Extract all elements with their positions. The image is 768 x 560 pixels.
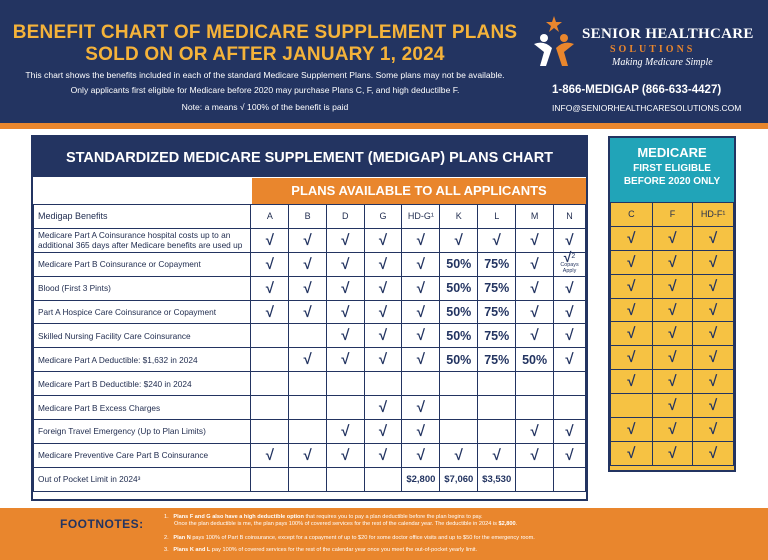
check-mark-icon: √ (326, 252, 364, 276)
check-mark-icon: √ (554, 443, 586, 467)
empty-cell (478, 396, 516, 420)
check-mark-icon: √ (440, 443, 478, 467)
plan-column-header: C (611, 203, 653, 227)
empty-cell (364, 372, 402, 396)
side-row (611, 418, 734, 442)
copay-note-line1: Copays (560, 262, 579, 269)
check-mark-icon: √ (289, 228, 327, 252)
check-mark-icon: √ (251, 252, 289, 276)
side-header-row (611, 203, 734, 227)
check-mark-icon: √ (652, 274, 693, 298)
side-row (611, 346, 734, 370)
percent-value: 50% (440, 324, 478, 348)
check-mark-icon: √ (440, 228, 478, 252)
first-eligible-line1: MEDICARE (637, 145, 707, 160)
footnote-2-bold: Plan N (173, 535, 191, 541)
side-row (611, 226, 734, 250)
chart-title: STANDARDIZED MEDICARE SUPPLEMENT (MEDIGAP) PLANS CHART (33, 137, 586, 177)
plan-column-header: L (478, 205, 516, 229)
check-mark-icon: √ (251, 228, 289, 252)
check-mark-icon: √ (251, 276, 289, 300)
check-mark-icon: √ (554, 324, 586, 348)
page-title-line1: BENEFIT CHART OF MEDICARE SUPPLEMENT PLANS (12, 22, 518, 43)
empty-cell (251, 324, 289, 348)
benefit-label: Medicare Part B Deductible: $240 in 2024 (34, 372, 251, 396)
empty-cell (251, 372, 289, 396)
brand-logo (530, 14, 760, 74)
check-mark-icon: √ (516, 324, 554, 348)
footnote-1-number: 1. (164, 514, 169, 520)
check-mark-icon: √ (402, 443, 440, 467)
check-mark-icon: √ (326, 348, 364, 372)
footnote-1-amount: $2,800 (498, 521, 516, 527)
check-mark-icon: √ (693, 346, 734, 370)
check-mark-icon: √ (554, 348, 586, 372)
check-mark-icon: √ (364, 228, 402, 252)
check-mark-icon: √ (693, 394, 734, 418)
check-mark-icon: √ (326, 420, 364, 444)
check-mark-icon: √ (326, 228, 364, 252)
header-banner (0, 0, 768, 123)
check-mark-icon: √ (364, 443, 402, 467)
footnotes-bar (0, 508, 768, 560)
first-eligible-line2: FIRST ELIGIBLE (633, 163, 711, 174)
side-row (611, 441, 734, 465)
check-mark-icon: √ (693, 418, 734, 442)
plan-column-header: A (251, 205, 289, 229)
check-mark-icon: √ (611, 226, 653, 250)
empty-cell (554, 396, 586, 420)
first-eligible-header (610, 138, 734, 202)
benefit-label: Part A Hospice Care Coinsurance or Copayment (34, 300, 251, 324)
footnote-1-text: that requires you to pay a plan deductible before the plan begins to pay. (303, 514, 483, 520)
check-mark-icon: √ (364, 348, 402, 372)
plan-column-header: M (516, 205, 554, 229)
plans-chart (31, 135, 588, 501)
empty-cell (611, 394, 653, 418)
plan-column-header: G (364, 205, 402, 229)
benefit-row (34, 276, 586, 300)
plan-column-header: F (652, 203, 693, 227)
percent-value: 50% (440, 276, 478, 300)
check-mark-icon: √ (402, 252, 440, 276)
check-mark-icon: √ (478, 228, 516, 252)
empty-cell (289, 372, 327, 396)
check-mark-icon: √ (251, 300, 289, 324)
note-line: Note: a means √ 100% of the benefit is paid (181, 102, 349, 112)
check-mark-icon: √ (402, 348, 440, 372)
empty-cell (478, 372, 516, 396)
empty-cell (516, 372, 554, 396)
benefit-row (34, 324, 586, 348)
check-mark-icon: √ (652, 394, 693, 418)
footnote-2-number: 2. (164, 535, 169, 541)
benefit-label: Skilled Nursing Facility Care Coinsurance (34, 324, 251, 348)
footnote-1-bold: Plans F and G also have a high deductible option (173, 514, 304, 520)
benefit-row (34, 348, 586, 372)
check-mark-icon: √ (289, 300, 327, 324)
check-mark-icon: √ (693, 370, 734, 394)
plans-header-row (34, 205, 586, 229)
plan-column-header: N (554, 205, 586, 229)
check-mark-icon: √ (611, 441, 653, 465)
check-mark-icon: √ (516, 228, 554, 252)
benefit-row (34, 252, 586, 276)
check-mark-icon: √ (289, 443, 327, 467)
description-line2: Only applicants first eligible for Medicare before 2020 may purchase Plans C, F, and high deductilbe F. (70, 85, 460, 95)
check-mark-icon: √ (693, 298, 734, 322)
check-mark-icon: √ (652, 370, 693, 394)
percent-value: 50% (440, 252, 478, 276)
empty-cell (326, 396, 364, 420)
footnote-3-text: pay 100% of covered services for the rest of the calendar year once you meet the out-of-pocket yearly limit. (210, 547, 478, 553)
plan-column-header: HD-G¹ (402, 205, 440, 229)
empty-cell (289, 324, 327, 348)
check-mark-icon: √ (652, 418, 693, 442)
side-row (611, 370, 734, 394)
check-mark-icon: √ (326, 276, 364, 300)
check-mark-icon: √ (478, 443, 516, 467)
brand-name: SENIOR HEALTHCARE (582, 26, 754, 42)
empty-cell (289, 420, 327, 444)
logo-figures-icon (530, 14, 578, 74)
check-mark-icon: √ (554, 300, 586, 324)
percent-value: 75% (478, 324, 516, 348)
page-title-line2: SOLD ON OR AFTER JANUARY 1, 2024 (85, 44, 445, 65)
empty-cell (289, 396, 327, 420)
benefit-row (34, 300, 586, 324)
percent-value: 50% (440, 348, 478, 372)
check-mark-icon: √ (516, 252, 554, 276)
benefit-row (34, 372, 586, 396)
check-mark-icon: √ (326, 443, 364, 467)
check-mark-icon: √ (364, 324, 402, 348)
percent-value: 50% (440, 300, 478, 324)
benefit-label: Medicare Part A Coinsurance hospital costs up to an additional 365 days after Medicare benefits are used up (34, 228, 251, 252)
plans-table (33, 204, 586, 492)
copay-note-line2: Apply (562, 268, 577, 275)
check-mark-icon: √ (563, 249, 572, 266)
check-mark-icon: √ (554, 420, 586, 444)
limit-value: $7,060 (440, 467, 478, 491)
check-mark-icon: √ (402, 300, 440, 324)
check-mark-icon: √ (326, 300, 364, 324)
benefit-row (34, 443, 586, 467)
plan-column-header: HD-F¹ (693, 203, 734, 227)
plan-column-header: B (289, 205, 327, 229)
plan-column-header: D (326, 205, 364, 229)
benefit-row (34, 396, 586, 420)
check-mark-icon: √ (289, 252, 327, 276)
check-mark-icon: √ (326, 324, 364, 348)
empty-cell (402, 372, 440, 396)
check-mark-icon: √ (402, 420, 440, 444)
empty-cell (440, 372, 478, 396)
check-mark-icon: √ (611, 274, 653, 298)
empty-cell (554, 372, 586, 396)
footnote-2-text: pays 100% of Part B coinsurance, except for a copayment of up to $20 for some doctor office visits and up to $50 for the emergency room. (190, 535, 535, 541)
footnotes-title: FOOTNOTES: (60, 517, 144, 531)
side-row (611, 394, 734, 418)
percent-value: 75% (478, 276, 516, 300)
check-mark-icon: √ (652, 322, 693, 346)
check-mark-icon: √ (652, 226, 693, 250)
benefit-label: Foreign Travel Emergency (Up to Plan Limits) (34, 420, 251, 444)
check-mark-icon: √ (554, 228, 586, 252)
benefit-label: Medicare Part B Excess Charges (34, 396, 251, 420)
plans-banner: PLANS AVAILABLE TO ALL APPLICANTS (252, 178, 586, 204)
footnote-3-number: 3. (164, 547, 169, 553)
check-mark-icon: √ (364, 420, 402, 444)
check-mark-icon: √ (693, 274, 734, 298)
side-row (611, 298, 734, 322)
footnote-1-line2: Once the plan deductible is me, the plan pays 100% of covered services for the rest of the calendar year. The deductible in 2024 is (174, 521, 499, 527)
benefit-label: Medicare Part B Coinsurance or Copayment (34, 252, 251, 276)
benefit-row (34, 467, 586, 491)
benefit-label: Out of Pocket Limit in 2024³ (34, 467, 251, 491)
empty-cell (554, 467, 586, 491)
first-eligible-panel (608, 136, 736, 472)
footnote-marker: 2 (571, 253, 576, 261)
limit-value: $3,530 (478, 467, 516, 491)
limit-value: $2,800 (402, 467, 440, 491)
check-mark-icon: √ (652, 441, 693, 465)
check-mark-icon: √ (251, 443, 289, 467)
first-eligible-table (610, 202, 734, 466)
email-address[interactable]: INFO@SENIORHEALTHCARESOLUTIONS.COM (552, 103, 742, 113)
first-eligible-line3: BEFORE 2020 ONLY (623, 176, 721, 187)
check-mark-icon: √ (693, 250, 734, 274)
empty-cell (440, 420, 478, 444)
check-mark-icon: √ (611, 370, 653, 394)
plan-column-header: K (440, 205, 478, 229)
check-mark-icon: √ (693, 226, 734, 250)
footnote-3-bold: Plans K and L (173, 547, 211, 553)
benefit-label: Medicare Part A Deductible: $1,632 in 2024 (34, 348, 251, 372)
empty-cell (251, 348, 289, 372)
check-mark-icon: √ (289, 348, 327, 372)
empty-cell (364, 467, 402, 491)
footnote-3 (164, 547, 477, 554)
check-mark-icon: √ (611, 250, 653, 274)
check-mark-icon: √ (402, 396, 440, 420)
empty-cell (251, 396, 289, 420)
empty-cell (251, 420, 289, 444)
check-mark-icon: √ (516, 443, 554, 467)
check-mark-icon: √ (611, 298, 653, 322)
description-line1: This chart shows the benefits included in each of the standard Medicare Supplement Plans. Some plans may not be available. (25, 70, 505, 80)
empty-cell (326, 372, 364, 396)
check-mark-icon: √ (402, 324, 440, 348)
empty-cell (478, 420, 516, 444)
check-mark-icon: √ (364, 252, 402, 276)
side-row (611, 250, 734, 274)
empty-cell (326, 467, 364, 491)
check-mark-icon: √ (516, 276, 554, 300)
check-mark-icon: √ (652, 346, 693, 370)
copay-note-cell (554, 249, 586, 276)
check-mark-icon: √ (693, 441, 734, 465)
percent-value: 75% (478, 300, 516, 324)
benefit-row (34, 420, 586, 444)
empty-cell (251, 467, 289, 491)
benefit-row (34, 228, 586, 252)
check-mark-icon: √ (289, 276, 327, 300)
phone-number[interactable]: 1-866-MEDIGAP (866-633-4427) (552, 84, 722, 96)
header-divider (0, 123, 768, 129)
percent-value: 75% (478, 348, 516, 372)
side-row (611, 274, 734, 298)
brand-sub: SOLUTIONS (610, 44, 696, 55)
check-mark-icon: √ (554, 276, 586, 300)
check-mark-icon: √ (364, 276, 402, 300)
check-mark-icon: √ (516, 420, 554, 444)
check-mark-icon: √ (364, 300, 402, 324)
benefits-header: Medigap Benefits (34, 205, 251, 229)
check-mark-icon: √ (402, 228, 440, 252)
percent-value: 50% (516, 348, 554, 372)
empty-cell (289, 467, 327, 491)
check-mark-icon: √ (611, 346, 653, 370)
empty-cell (516, 467, 554, 491)
footnote-1: 1. Plans F and G also have a high deductible option that requires you to pay a plan deductible before the plan begins to pay. Once the plan deductible is me, the plan pays 100% of covered services for the rest of the calendar year. The deductible in 2024 is $2,800. (164, 514, 518, 527)
check-mark-icon: √ (693, 322, 734, 346)
check-mark-icon: √ (652, 298, 693, 322)
check-mark-icon: √ (611, 418, 653, 442)
footnote-2 (164, 535, 535, 542)
check-mark-icon: √ (652, 250, 693, 274)
check-mark-icon: √ (364, 396, 402, 420)
empty-cell (440, 396, 478, 420)
check-mark-icon: √ (402, 276, 440, 300)
check-mark-icon: √ (516, 300, 554, 324)
check-mark-icon: √ (611, 322, 653, 346)
empty-cell (516, 396, 554, 420)
percent-value: 75% (478, 252, 516, 276)
side-row (611, 322, 734, 346)
brand-tagline: Making Medicare Simple (612, 57, 713, 68)
benefit-label: Blood (First 3 Pints) (34, 276, 251, 300)
benefit-label: Medicare Preventive Care Part B Coinsurance (34, 443, 251, 467)
